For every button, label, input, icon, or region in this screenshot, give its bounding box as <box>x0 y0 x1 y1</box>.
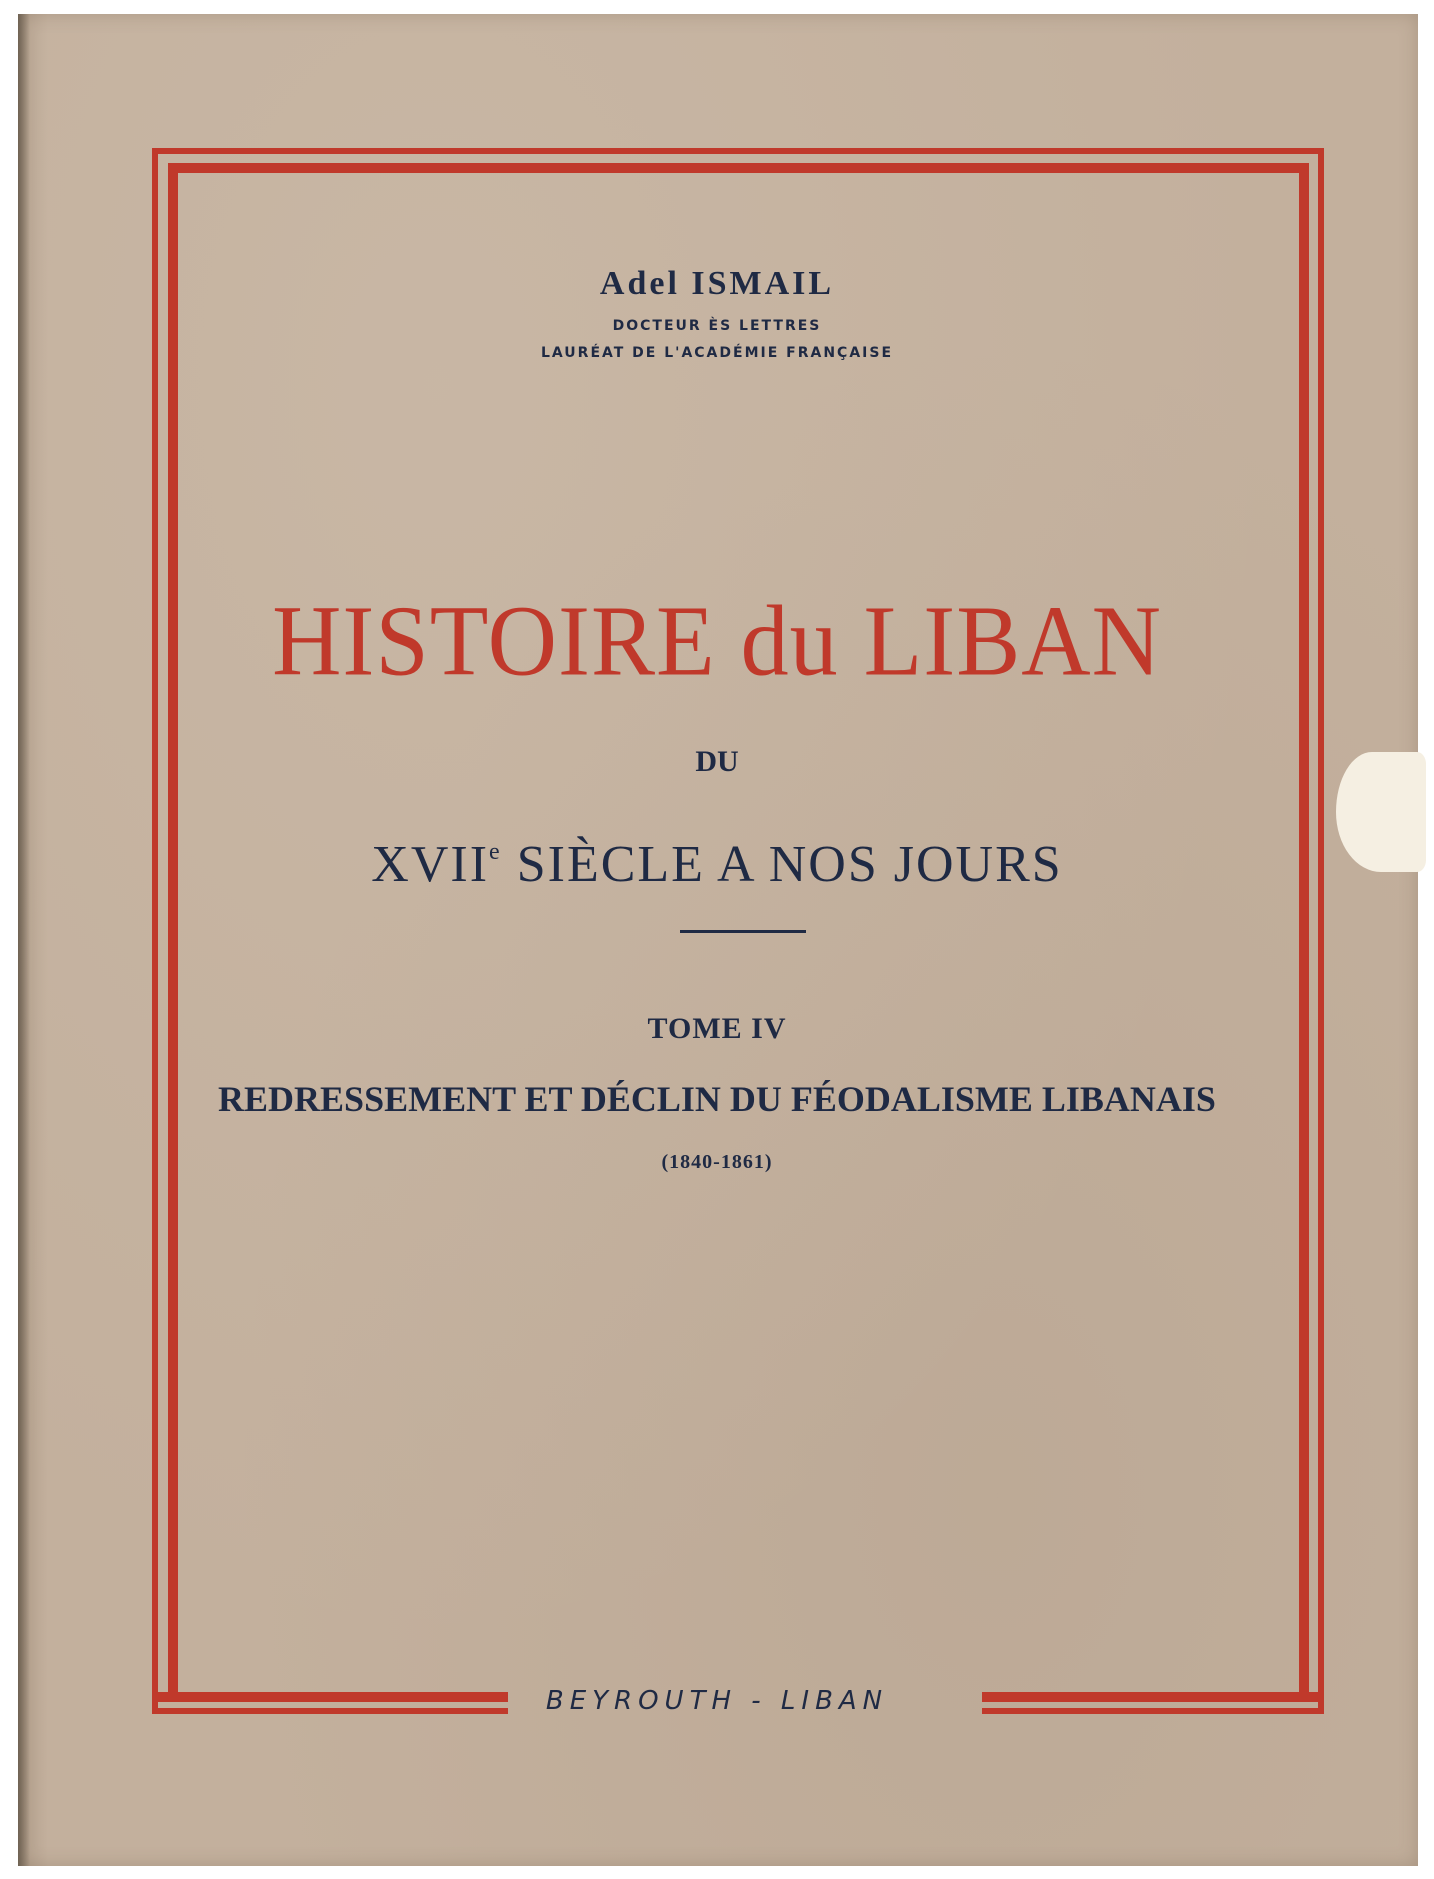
author-credential-2: LAURÉAT DE L'ACADÉMIE FRANÇAISE <box>540 345 894 361</box>
period-title <box>0 835 1434 894</box>
volume-dates: (1840-1861) <box>661 1151 773 1173</box>
period-superscript: e <box>489 839 502 865</box>
title-connector: DU <box>695 745 739 778</box>
period-prefix: XVII <box>371 836 490 893</box>
author-name: Adel ISMAIL <box>599 265 835 302</box>
period-suffix: SIÈCLE A NOS JOURS <box>501 836 1063 893</box>
volume-number: TOME IV <box>647 1012 787 1045</box>
volume-subtitle: REDRESSEMENT ET DÉCLIN DU FÉODALISME LIBANAIS <box>218 1079 1216 1119</box>
publication-place: BEYROUTH - LIBAN <box>545 1686 889 1716</box>
author-credential-1: DOCTEUR ÈS LETTRES <box>612 318 822 334</box>
book-title: HISTOIRE du LIBAN <box>272 584 1162 697</box>
divider-rule <box>680 930 806 933</box>
